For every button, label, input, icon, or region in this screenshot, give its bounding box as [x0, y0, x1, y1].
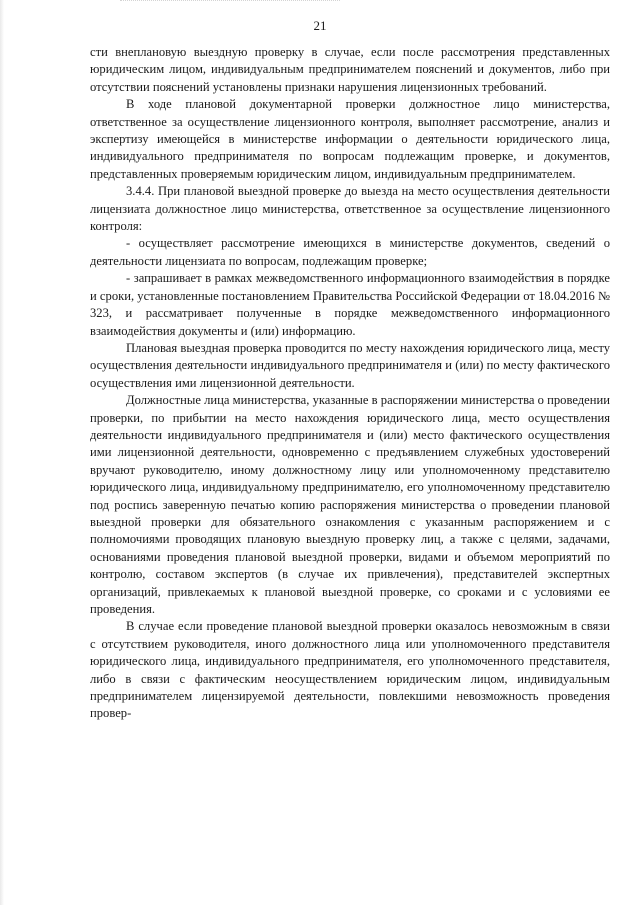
paragraph: Плановая выездная проверка проводится по месту нахождения юридического лица, месту осуществления деятельности индивидуального предпринимателя и (или) по месту фактического осуществления ими лицензионной деятельности.: [90, 340, 610, 390]
scan-artifact: [120, 0, 340, 9]
paragraph: В ходе плановой документарной проверки должностное лицо министерства, ответственное за осуществление лицензионного контроля, выполняет рассмотрение, анализ и экспертизу имеющейся в министерстве информации о деятельности юридического лица, индивидуального предпринимателя по вопросам подлежащим проверке, и документов, представленных проверяемым юридическим лицом, индивидуальным предпринимателем.: [90, 97, 610, 181]
paragraph: Должностные лица министерства, указанные в распоряжении министерства о проведении проверки, по прибытии на место нахождения юридического лица, место осуществления деятельности индивидуального предпринимателя и (или) место фактического осуществления ими лицензионной деятельности, одновременно с предъявлением служебных удостоверений вручают руководителю, иному должностному лицу или уполномоченному представителю юридического лица, индивидуальному предпринимателю, его уполномоченному представителю под роспись заверенную печатью копию распоряжения министерства о проведении плановой выездной проверки для обязательного ознакомления с указанным распоряжением и с полномочиями проводящих плановую выездную проверку лиц, а также с целями, задачами, основаниями проведения плановой выездной проверки, видами и объемом мероприятий по контролю, составом экспертов (в случае их привлечения), представителей экспертных организаций, привлекаемых к плановой выездной проверке, со сроками и с условиями ее проведения.: [90, 393, 610, 616]
paragraph: - запрашивает в рамках межведомственного информационного взаимодействия в порядке и сроки, установленные постановлением Правительства Российской Федерации от 18.04.2016 № 323, и рассматривает полученные в порядке межведомственного информационного взаимодействия документы и (или) информацию.: [90, 271, 610, 338]
scan-edge-shadow: [0, 0, 4, 905]
page-number: 21: [313, 18, 327, 33]
paragraph: сти внеплановую выездную проверку в случае, если после рассмотрения представленных юридическим лицом, индивидуальным предпринимателем пояснений и документов, либо при отсутствии пояснений установлены признаки нарушения лицензионных требований.: [90, 45, 610, 94]
paragraph: 3.4.4. При плановой выездной проверке до выезда на место осуществления деятельности лицензиата должностное лицо министерства, ответственное за осуществление лицензионного контроля:: [90, 184, 610, 234]
document-body: [90, 44, 610, 723]
paragraph: В случае если проведение плановой выездной проверки оказалось невозможным в связи с отсутствием руководителя, иного должностного лица или уполномоченного представителя юридического лица, индивидуального предпринимателя, его уполномоченного представителя, либо в связи с фактическим неосуществлением юридическим лицом, индивидуальным предпринимателем лицензируемой деятельности, повлекшими невозможность проведения провер-: [90, 619, 610, 721]
paragraph: - осуществляет рассмотрение имеющихся в министерстве документов, сведений о деятельности лицензиата по вопросам, подлежащим проверке;: [90, 236, 610, 268]
